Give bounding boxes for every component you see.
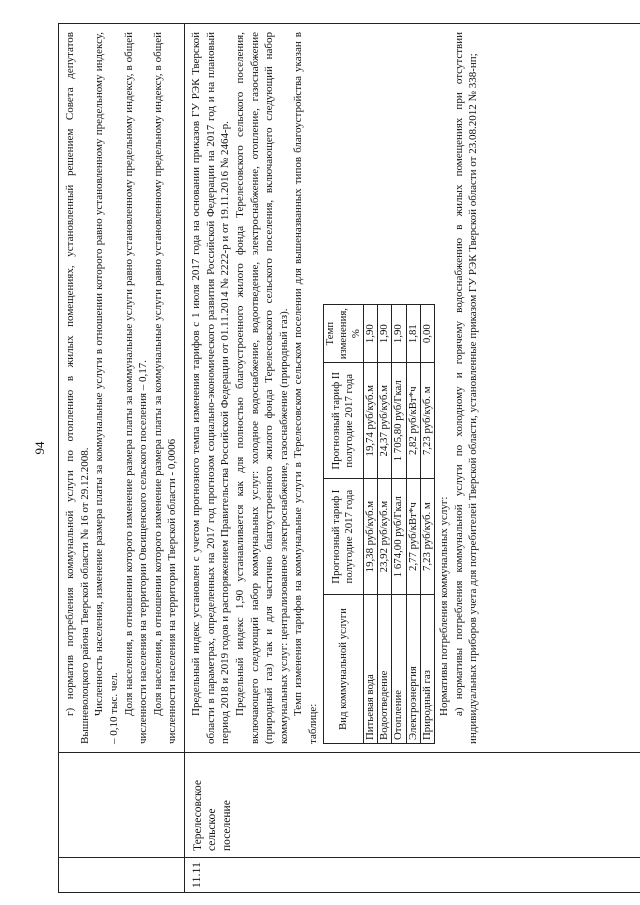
settlement-name-cell: Терелесовское сельское поселение (185, 753, 640, 858)
service-cell: Водоотведение (378, 595, 392, 744)
column-header: Прогнозный тариф I полугодие 2017 года (323, 479, 364, 595)
service-cell: Отопление (392, 595, 406, 744)
rate-cell: 1,81 (406, 305, 420, 363)
table-row (185, 24, 640, 893)
column-header: Прогнозный тариф II полугодие 2017 года (323, 363, 364, 479)
paragraph: Доля населения, в отношении которого изменение размера платы за коммунальные услуги равно установленному предельному индексу, в общей численности населения на территории Тверской области - 0,0006 (151, 32, 179, 744)
column-header: Темп изменения, % (323, 305, 364, 363)
tariff-cell: 7,23 руб/куб. м (420, 479, 434, 595)
service-cell: Питьевая вода (364, 595, 378, 744)
description-cell (185, 24, 640, 753)
tariff-cell: 19,38 руб/куб.м (364, 479, 378, 595)
rotated-page (58, 23, 618, 893)
table-row (59, 24, 185, 893)
description-cell (59, 24, 185, 753)
tariff-cell: 1 674,00 руб/Гкал (392, 479, 406, 595)
tariff-row (392, 305, 406, 744)
tariff-cell: 19,74 руб/куб.м (364, 363, 378, 479)
service-cell: Природный газ (420, 595, 434, 744)
tariff-cell: 2,77 руб/кВт*ч (406, 479, 420, 595)
column-header: Вид коммунальной услуги (323, 595, 364, 744)
paragraph: Нормативы потребления коммунальных услуг: (438, 496, 450, 716)
paragraph: Численность населения, изменение размера платы за коммунальные услуги в отношении которого равно установленному предельному индексу, – 0,10 тыс. чел. (93, 32, 120, 744)
tariff-header-row (323, 305, 364, 744)
tariff-row (406, 305, 420, 744)
tariff-row (378, 305, 392, 744)
tariff-cell: 24,37 руб/куб.м (378, 363, 392, 479)
paragraph: г) норматив потребления коммунальной услуги по отоплению в жилых помещениях, установленный решением Совета депутатов Вышневолоцкого района Тверской области № 16 от 29.12.2008. (64, 32, 91, 744)
rate-cell: 1,90 (364, 305, 378, 363)
tariff-cell: 1 705,80 руб/Гкал (392, 363, 406, 479)
paragraph: Доля населения, в отношении которого изменение размера платы за коммунальные услуги равно установленному предельному индексу, в общей численности населения на территории Овсищенского сельского поселения – 0,17. (122, 32, 150, 744)
tariff-table (323, 304, 435, 744)
tariff-cell: 2,82 руб/кВт*ч (406, 363, 420, 479)
rate-cell: 1,90 (392, 305, 406, 363)
tariff-cell: 23,92 руб/куб.м (378, 479, 392, 595)
row-number-cell: 11.11 (185, 858, 640, 893)
document-table (58, 23, 640, 893)
paragraph: Темп изменения тарифов на коммунальные услуги в Терелесовском сельском поселении для вышеназванных типов благоустройства указан в таблице: (292, 32, 319, 744)
paragraph: Предельный индекс 1,90 устанавливается как для полностью благоустроенного жилого фонда Терелесовского сельского поселения, включающего следующий набор коммунальных услуг: холодное водоснабжение, водоотведение, электроснабжение, отопление, газоснабжение (природный газ) так и для частично благоустроенного жилого фонда Терелесовского сельского поселения, включающего следующий набор коммунальных услуг: централизованное электроснабжение, газоснабжение (природный газ). (233, 32, 290, 744)
row-number-cell (59, 858, 185, 893)
tariff-row (364, 305, 378, 744)
paragraph: а) нормативы потребления коммунальной услуги по холодному и горячему водоснабжению в жилых помещениях при отсутствии индивидуальных приборов учета для потребителей Тверской области, установленные приказом ГУ РЭК Тверской области от 23.08.2012 № 338-нп; (452, 32, 480, 744)
tariff-row (420, 305, 434, 744)
paragraph: Предельный индекс установлен с учетом прогнозного темпа изменения тарифов с 1 июля 2017 года на основании приказов ГУ РЭК Тверской области в параметрах, определенных на 2017 год прогнозом социально-экономического развития Российской Федерации на 2017 год и на плановый период 2018 и 2019 годов и распоряжением Правительства Российской Федерации от 01.11.2014 № 2222-р и от 19.11.2016 № 2464-р. (190, 32, 232, 744)
rate-cell: 0,00 (420, 305, 434, 363)
tariff-cell: 7,23 руб/куб. м (420, 363, 434, 479)
rate-cell: 1,90 (378, 305, 392, 363)
service-cell: Электроэнергия (406, 595, 420, 744)
page-number: 94 (32, 441, 47, 455)
settlement-name-cell (59, 753, 185, 858)
